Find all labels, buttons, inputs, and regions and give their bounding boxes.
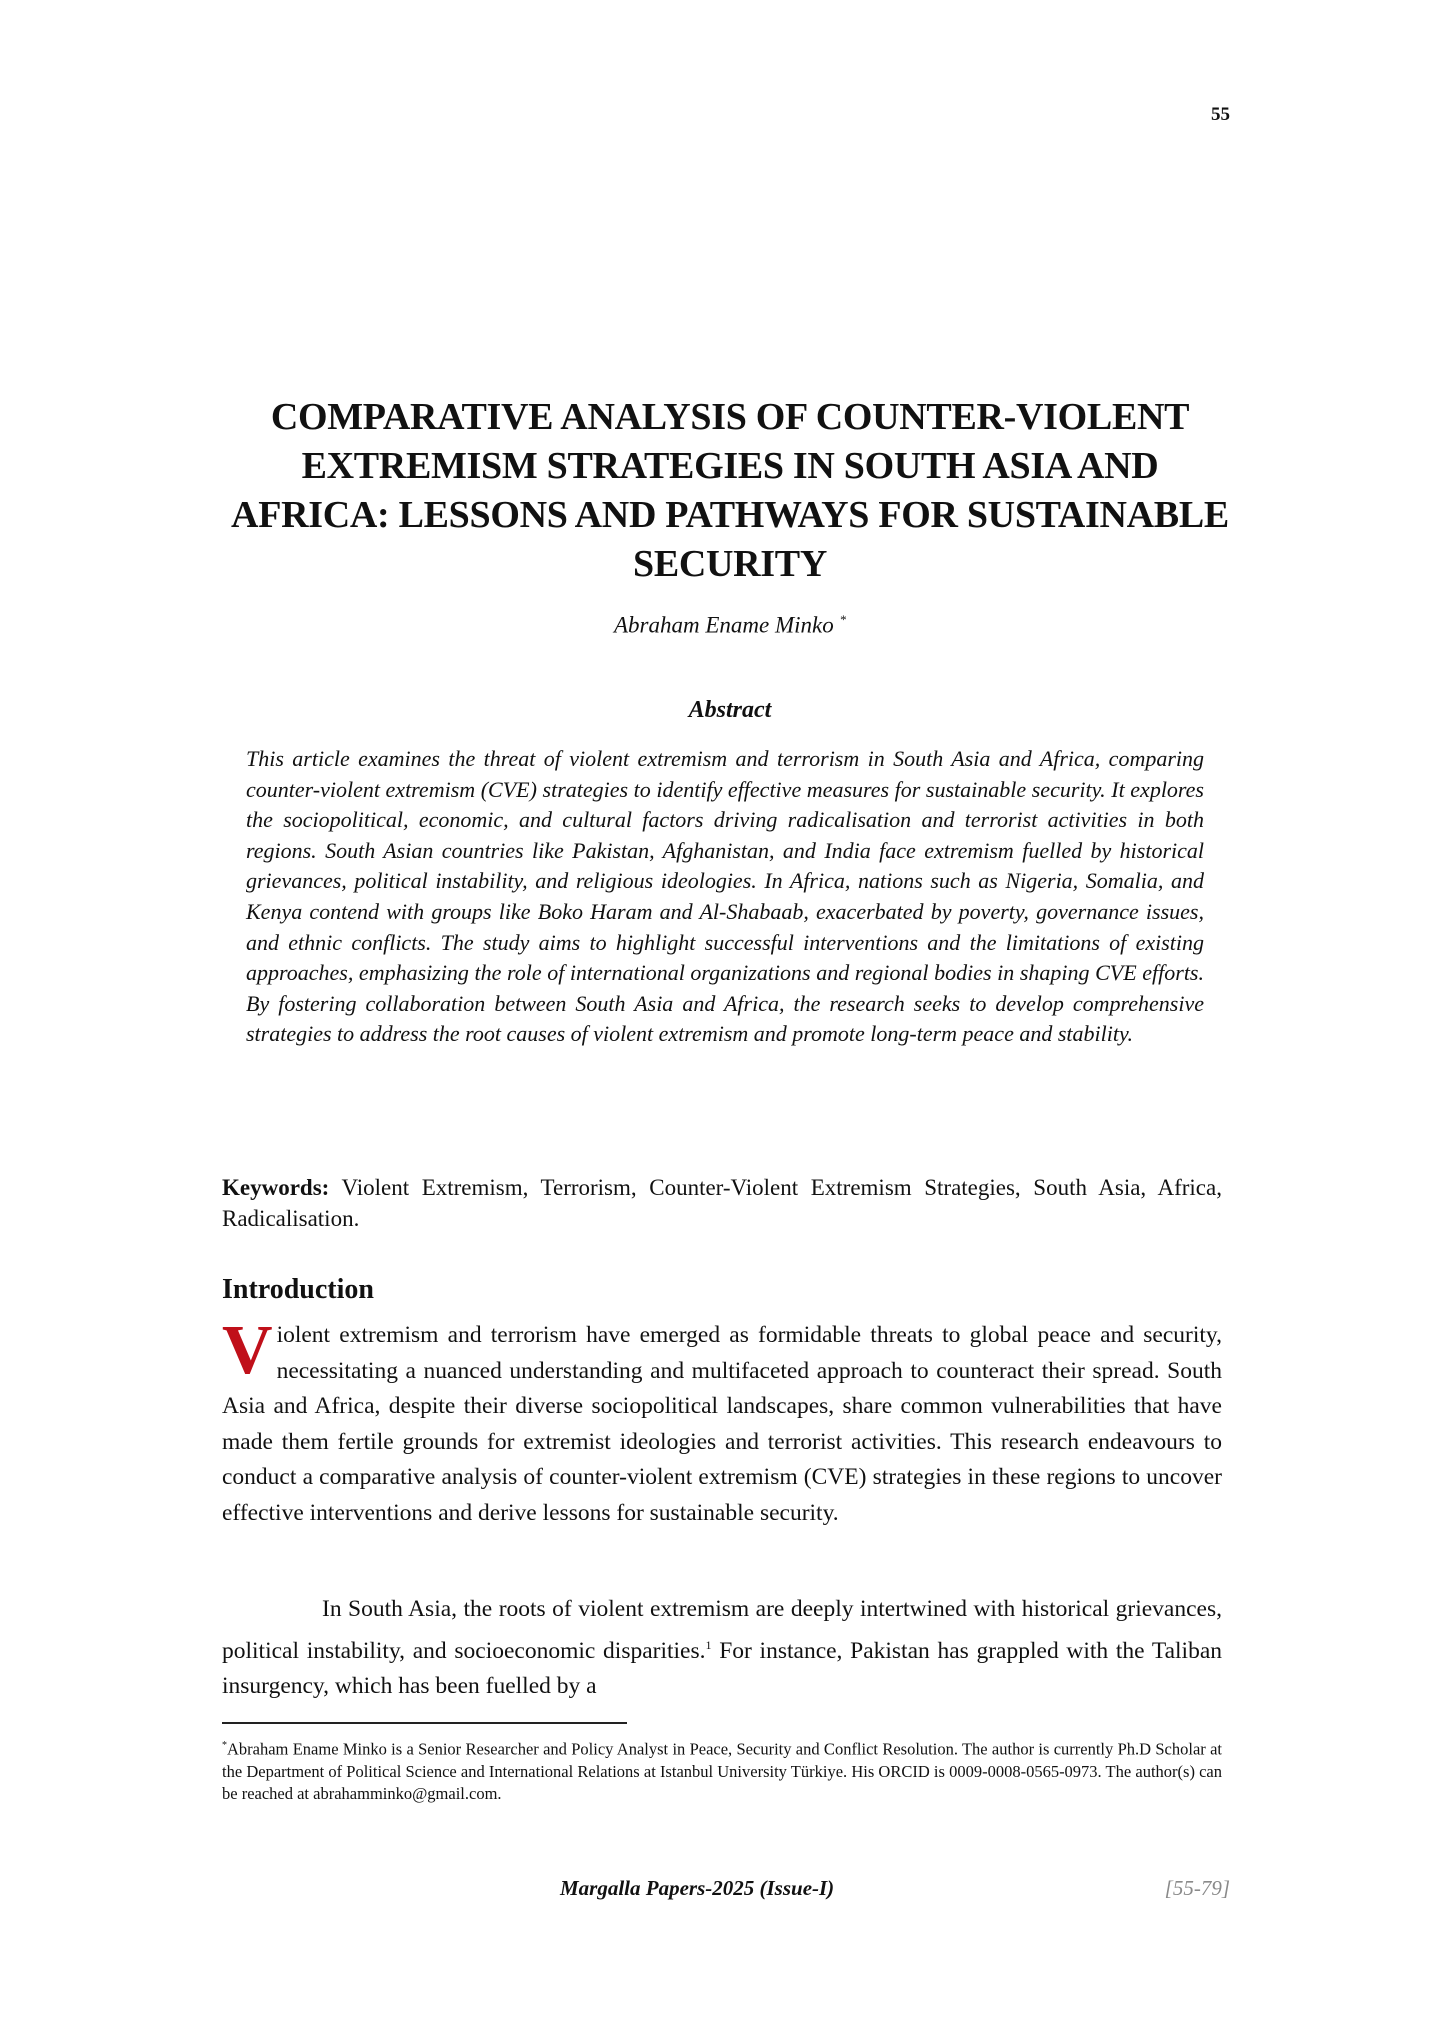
author-line <box>230 612 1230 639</box>
footnote-mark: * <box>222 1740 227 1751</box>
abstract-text: This article examines the threat of violent extremism and terrorism in South Asia and Africa, comparing counter-violent extremism (CVE) strategies to identify effective measures for sustainable security. It explores the sociopolitical, economic, and cultural factors driving radicalisation and terrorist activities in both regions. South Asian countries like Pakistan, Afghanistan, and India face extremism fuelled by historical grievances, political instability, and religious ideologies. In Africa, nations such as Nigeria, Somalia, and Kenya contend with groups like Boko Haram and Al-Shabaab, exacerbated by poverty, governance issues, and ethnic conflicts. The study aims to highlight successful interventions and the limitations of existing approaches, emphasizing the role of international organizations and regional bodies in shaping CVE efforts. By fostering collaboration between South Asia and Africa, the research seeks to develop comprehensive strategies to address the root causes of violent extremism and promote long-term peace and stability. <box>246 746 1204 1047</box>
intro-paragraph-2-text-b: For instance, Pakistan has grappled with the Taliban insurgency, which has been fuelled by a <box>222 1637 1222 1700</box>
keywords <box>222 1172 1222 1234</box>
intro-paragraph-2 <box>222 1592 1222 1705</box>
author-footnote <box>222 1735 1222 1805</box>
drop-cap: V <box>222 1312 273 1389</box>
intro-paragraph-1 <box>222 1312 1222 1532</box>
intro-paragraph-1-text: iolent extremism and terrorism have emerged as formidable threats to global peace and security, necessitating a nuanced understanding and multifaceted approach to counteract their spread. South Asia and Africa, despite their diverse sociopolitical landscapes, share common vulnerabilities that have made them fertile grounds for extremist ideologies and terrorist activities. This research endeavours to conduct a comparative analysis of counter-violent extremism (CVE) strategies in these regions to uncover effective interventions and derive lessons for sustainable security. <box>222 1322 1222 1526</box>
keywords-list: Violent Extremism, Terrorism, Counter-Violent Extremism Strategies, South Asia, Africa, Radicalisation. <box>222 1175 1222 1231</box>
article-title: COMPARATIVE ANALYSIS OF COUNTER-VIOLENT EXTREMISM STRATEGIES IN SOUTH ASIA AND AFRICA: LESSONS AND PATHWAYS FOR SUSTAINABLE SECURITY <box>231 396 1229 585</box>
page-number: 55 <box>1211 104 1230 125</box>
abstract-heading: Abstract <box>688 697 772 723</box>
footnote-divider <box>222 1722 627 1724</box>
author-footnote-mark[interactable]: * <box>839 612 846 627</box>
author-name: Abraham Ename Minko <box>614 612 834 638</box>
journal-name: Margalla Papers-2025 (Issue-I) <box>560 1876 835 1900</box>
intro-paragraph-2-text-a: In South Asia, the roots of violent extremism are deeply intertwined with historical grievances, political instability, and socioeconomic disparities. <box>222 1596 1222 1664</box>
keywords-label: Keywords: <box>222 1175 330 1200</box>
footnote-reference[interactable]: 1 <box>705 1637 712 1652</box>
page-range: [55-79] <box>1164 1876 1230 1900</box>
footnote-text: Abraham Ename Minko is a Senior Researcher and Policy Analyst in Peace, Security and Conflict Resolution. The author is currently Ph.D Scholar at the Department of Political Science and International Relations at Istanbul University Türkiye. His ORCID is 0009-0008-0565-0973. The author(s) can be reached at abrahamminko@gmail.com. <box>222 1739 1222 1803</box>
section-heading-introduction: Introduction <box>222 1274 374 1305</box>
